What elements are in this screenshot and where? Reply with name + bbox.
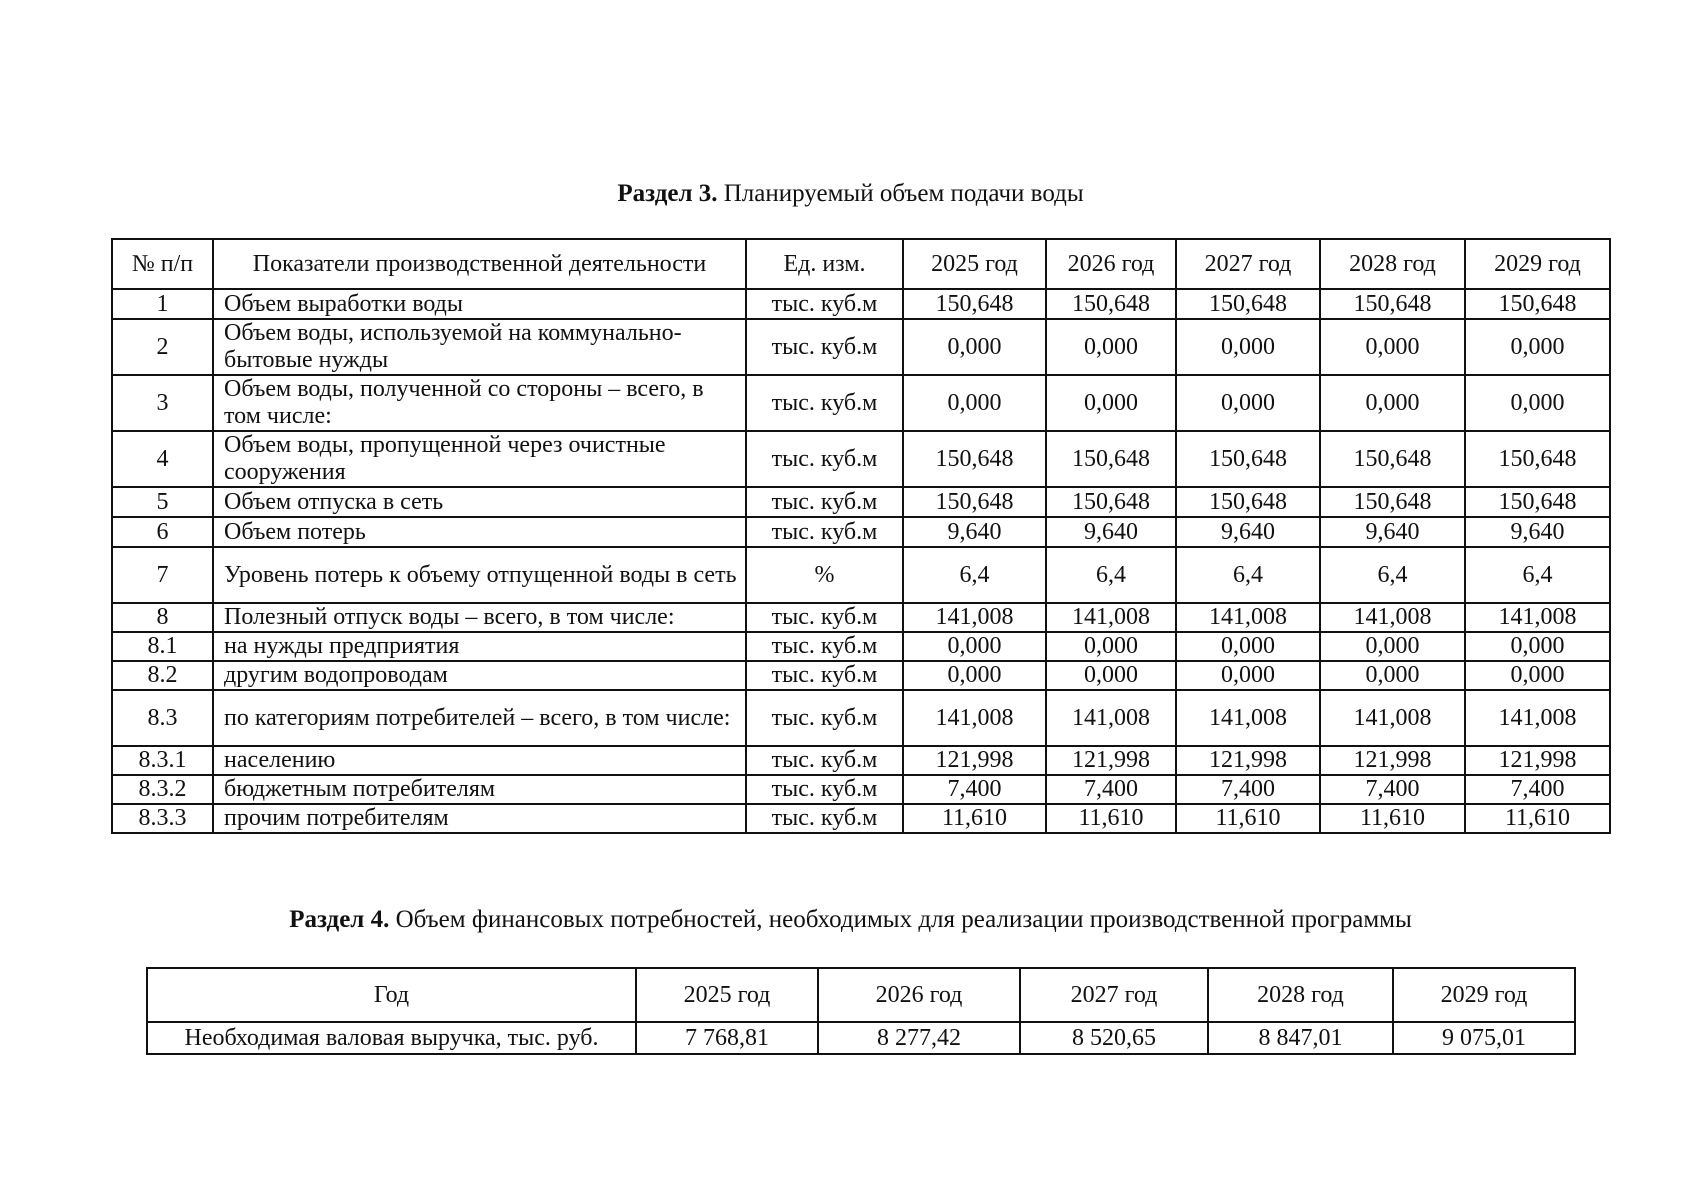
value-cell: 141,008 xyxy=(1046,690,1176,746)
column-header: 2026 год xyxy=(1046,239,1176,289)
value-cell: 141,008 xyxy=(903,603,1046,632)
value-cell: 0,000 xyxy=(1046,319,1176,375)
value-cell: 121,998 xyxy=(1046,746,1176,775)
table-row xyxy=(112,775,1610,804)
indicator-name: Объем воды, полученной со стороны – всего, в том числе: xyxy=(213,375,746,431)
value-cell: 141,008 xyxy=(1320,603,1465,632)
unit-cell: тыс. куб.м xyxy=(746,661,903,690)
value-cell: 0,000 xyxy=(903,319,1046,375)
table-row xyxy=(112,603,1610,632)
value-cell: 0,000 xyxy=(1320,375,1465,431)
table-header-row xyxy=(112,239,1610,289)
unit-cell: тыс. куб.м xyxy=(746,375,903,431)
section4-heading-bold: Раздел 4. xyxy=(289,906,390,933)
value-cell: 6,4 xyxy=(1320,547,1465,603)
table-header-row xyxy=(147,968,1575,1022)
table-row xyxy=(112,746,1610,775)
unit-cell: тыс. куб.м xyxy=(746,746,903,775)
table-row xyxy=(112,690,1610,746)
table-row xyxy=(112,289,1610,319)
value-cell: 0,000 xyxy=(1465,319,1610,375)
table-row xyxy=(112,431,1610,487)
value-cell: 9,640 xyxy=(1046,517,1176,547)
value-cell: 0,000 xyxy=(1046,375,1176,431)
value-cell: 0,000 xyxy=(903,661,1046,690)
value-cell: 9,640 xyxy=(1320,517,1465,547)
column-header: Год xyxy=(147,968,636,1022)
unit-cell: тыс. куб.м xyxy=(746,487,903,517)
value-cell: 150,648 xyxy=(903,431,1046,487)
row-number: 8.3.2 xyxy=(112,775,213,804)
column-header: 2028 год xyxy=(1208,968,1393,1022)
table-row xyxy=(112,517,1610,547)
row-number: 8.3.1 xyxy=(112,746,213,775)
value-cell: 0,000 xyxy=(1320,632,1465,661)
unit-cell: тыс. куб.м xyxy=(746,804,903,833)
indicator-name: населению xyxy=(213,746,746,775)
column-header: 2028 год xyxy=(1320,239,1465,289)
table-cell: 8 847,01 xyxy=(1208,1022,1393,1054)
indicator-name: другим водопроводам xyxy=(213,661,746,690)
value-cell: 141,008 xyxy=(1176,690,1320,746)
value-cell: 150,648 xyxy=(1046,431,1176,487)
value-cell: 141,008 xyxy=(903,690,1046,746)
value-cell: 150,648 xyxy=(1465,289,1610,319)
value-cell: 11,610 xyxy=(903,804,1046,833)
row-number: 2 xyxy=(112,319,213,375)
value-cell: 6,4 xyxy=(903,547,1046,603)
value-cell: 6,4 xyxy=(1176,547,1320,603)
row-number: 8.3 xyxy=(112,690,213,746)
row-number: 6 xyxy=(112,517,213,547)
value-cell: 0,000 xyxy=(903,632,1046,661)
unit-cell: тыс. куб.м xyxy=(746,690,903,746)
value-cell: 9,640 xyxy=(1465,517,1610,547)
row-number: 8.2 xyxy=(112,661,213,690)
value-cell: 150,648 xyxy=(903,289,1046,319)
unit-cell: тыс. куб.м xyxy=(746,632,903,661)
unit-cell: тыс. куб.м xyxy=(746,319,903,375)
value-cell: 121,998 xyxy=(903,746,1046,775)
column-header: 2026 год xyxy=(818,968,1020,1022)
value-cell: 150,648 xyxy=(1465,487,1610,517)
table-cell: 8 277,42 xyxy=(818,1022,1020,1054)
value-cell: 150,648 xyxy=(1176,289,1320,319)
value-cell: 121,998 xyxy=(1320,746,1465,775)
column-header: Ед. изм. xyxy=(746,239,903,289)
table-row xyxy=(112,804,1610,833)
value-cell: 141,008 xyxy=(1320,690,1465,746)
value-cell: 150,648 xyxy=(1046,487,1176,517)
unit-cell: тыс. куб.м xyxy=(746,431,903,487)
value-cell: 0,000 xyxy=(1465,632,1610,661)
table-row xyxy=(112,661,1610,690)
column-header: 2029 год xyxy=(1393,968,1575,1022)
value-cell: 0,000 xyxy=(1320,661,1465,690)
indicator-name: Объем воды, пропущенной через очистные сооружения xyxy=(213,431,746,487)
value-cell: 150,648 xyxy=(1320,431,1465,487)
value-cell: 141,008 xyxy=(1176,603,1320,632)
value-cell: 150,648 xyxy=(1046,289,1176,319)
value-cell: 7,400 xyxy=(903,775,1046,804)
column-header: 2029 год xyxy=(1465,239,1610,289)
table-row xyxy=(112,547,1610,603)
column-header: № п/п xyxy=(112,239,213,289)
value-cell: 0,000 xyxy=(1465,375,1610,431)
indicator-name: Объем воды, используемой на коммунально-бытовые нужды xyxy=(213,319,746,375)
value-cell: 0,000 xyxy=(903,375,1046,431)
value-cell: 0,000 xyxy=(1176,661,1320,690)
unit-cell: тыс. куб.м xyxy=(746,517,903,547)
value-cell: 141,008 xyxy=(1046,603,1176,632)
value-cell: 150,648 xyxy=(1320,487,1465,517)
section4-heading-text: Объем финансовых потребностей, необходимых для реализации производственной программы xyxy=(389,906,1412,933)
value-cell: 6,4 xyxy=(1465,547,1610,603)
unit-cell: % xyxy=(746,547,903,603)
indicator-name: Полезный отпуск воды – всего, в том числе: xyxy=(213,603,746,632)
table-cell: 7 768,81 xyxy=(636,1022,818,1054)
value-cell: 150,648 xyxy=(1176,487,1320,517)
indicator-name: Уровень потерь к объему отпущенной воды в сеть xyxy=(213,547,746,603)
section4-heading xyxy=(0,906,1701,934)
column-header: 2027 год xyxy=(1176,239,1320,289)
row-number: 4 xyxy=(112,431,213,487)
table-row xyxy=(147,1022,1575,1054)
value-cell: 141,008 xyxy=(1465,690,1610,746)
table-row xyxy=(112,487,1610,517)
value-cell: 0,000 xyxy=(1176,632,1320,661)
section3-heading-text: Планируемый объем подачи воды xyxy=(717,180,1084,207)
value-cell: 9,640 xyxy=(1176,517,1320,547)
value-cell: 11,610 xyxy=(1176,804,1320,833)
column-header: 2025 год xyxy=(903,239,1046,289)
table-row xyxy=(112,632,1610,661)
indicator-name: Объем выработки воды xyxy=(213,289,746,319)
value-cell: 0,000 xyxy=(1046,661,1176,690)
section3-heading-bold: Раздел 3. xyxy=(617,180,718,207)
table-row xyxy=(112,319,1610,375)
column-header: Показатели производственной деятельности xyxy=(213,239,746,289)
water-supply-table xyxy=(111,238,1611,834)
indicator-name: Объем отпуска в сеть xyxy=(213,487,746,517)
indicator-name: Объем потерь xyxy=(213,517,746,547)
value-cell: 11,610 xyxy=(1320,804,1465,833)
value-cell: 150,648 xyxy=(1176,431,1320,487)
value-cell: 150,648 xyxy=(1320,289,1465,319)
value-cell: 6,4 xyxy=(1046,547,1176,603)
table-row xyxy=(112,375,1610,431)
row-number: 5 xyxy=(112,487,213,517)
value-cell: 0,000 xyxy=(1465,661,1610,690)
value-cell: 141,008 xyxy=(1465,603,1610,632)
indicator-name: прочим потребителям xyxy=(213,804,746,833)
section3-heading xyxy=(0,180,1701,208)
value-cell: 7,400 xyxy=(1046,775,1176,804)
value-cell: 0,000 xyxy=(1176,375,1320,431)
value-cell: 0,000 xyxy=(1046,632,1176,661)
row-number: 8 xyxy=(112,603,213,632)
value-cell: 11,610 xyxy=(1046,804,1176,833)
value-cell: 150,648 xyxy=(903,487,1046,517)
row-number: 8.1 xyxy=(112,632,213,661)
row-number: 1 xyxy=(112,289,213,319)
column-header: 2027 год xyxy=(1020,968,1208,1022)
value-cell: 7,400 xyxy=(1465,775,1610,804)
value-cell: 7,400 xyxy=(1176,775,1320,804)
value-cell: 9,640 xyxy=(903,517,1046,547)
row-number: 7 xyxy=(112,547,213,603)
value-cell: 150,648 xyxy=(1465,431,1610,487)
row-number: 3 xyxy=(112,375,213,431)
value-cell: 7,400 xyxy=(1320,775,1465,804)
unit-cell: тыс. куб.м xyxy=(746,775,903,804)
value-cell: 0,000 xyxy=(1320,319,1465,375)
indicator-name: по категориям потребителей – всего, в том числе: xyxy=(213,690,746,746)
value-cell: 121,998 xyxy=(1176,746,1320,775)
value-cell: 11,610 xyxy=(1465,804,1610,833)
indicator-name: бюджетным потребителям xyxy=(213,775,746,804)
indicator-name: на нужды предприятия xyxy=(213,632,746,661)
row-label: Необходимая валовая выручка, тыс. руб. xyxy=(147,1022,636,1054)
table-cell: 8 520,65 xyxy=(1020,1022,1208,1054)
value-cell: 0,000 xyxy=(1176,319,1320,375)
value-cell: 121,998 xyxy=(1465,746,1610,775)
unit-cell: тыс. куб.м xyxy=(746,603,903,632)
financial-needs-table xyxy=(146,967,1576,1055)
table-cell: 9 075,01 xyxy=(1393,1022,1575,1054)
row-number: 8.3.3 xyxy=(112,804,213,833)
unit-cell: тыс. куб.м xyxy=(746,289,903,319)
column-header: 2025 год xyxy=(636,968,818,1022)
